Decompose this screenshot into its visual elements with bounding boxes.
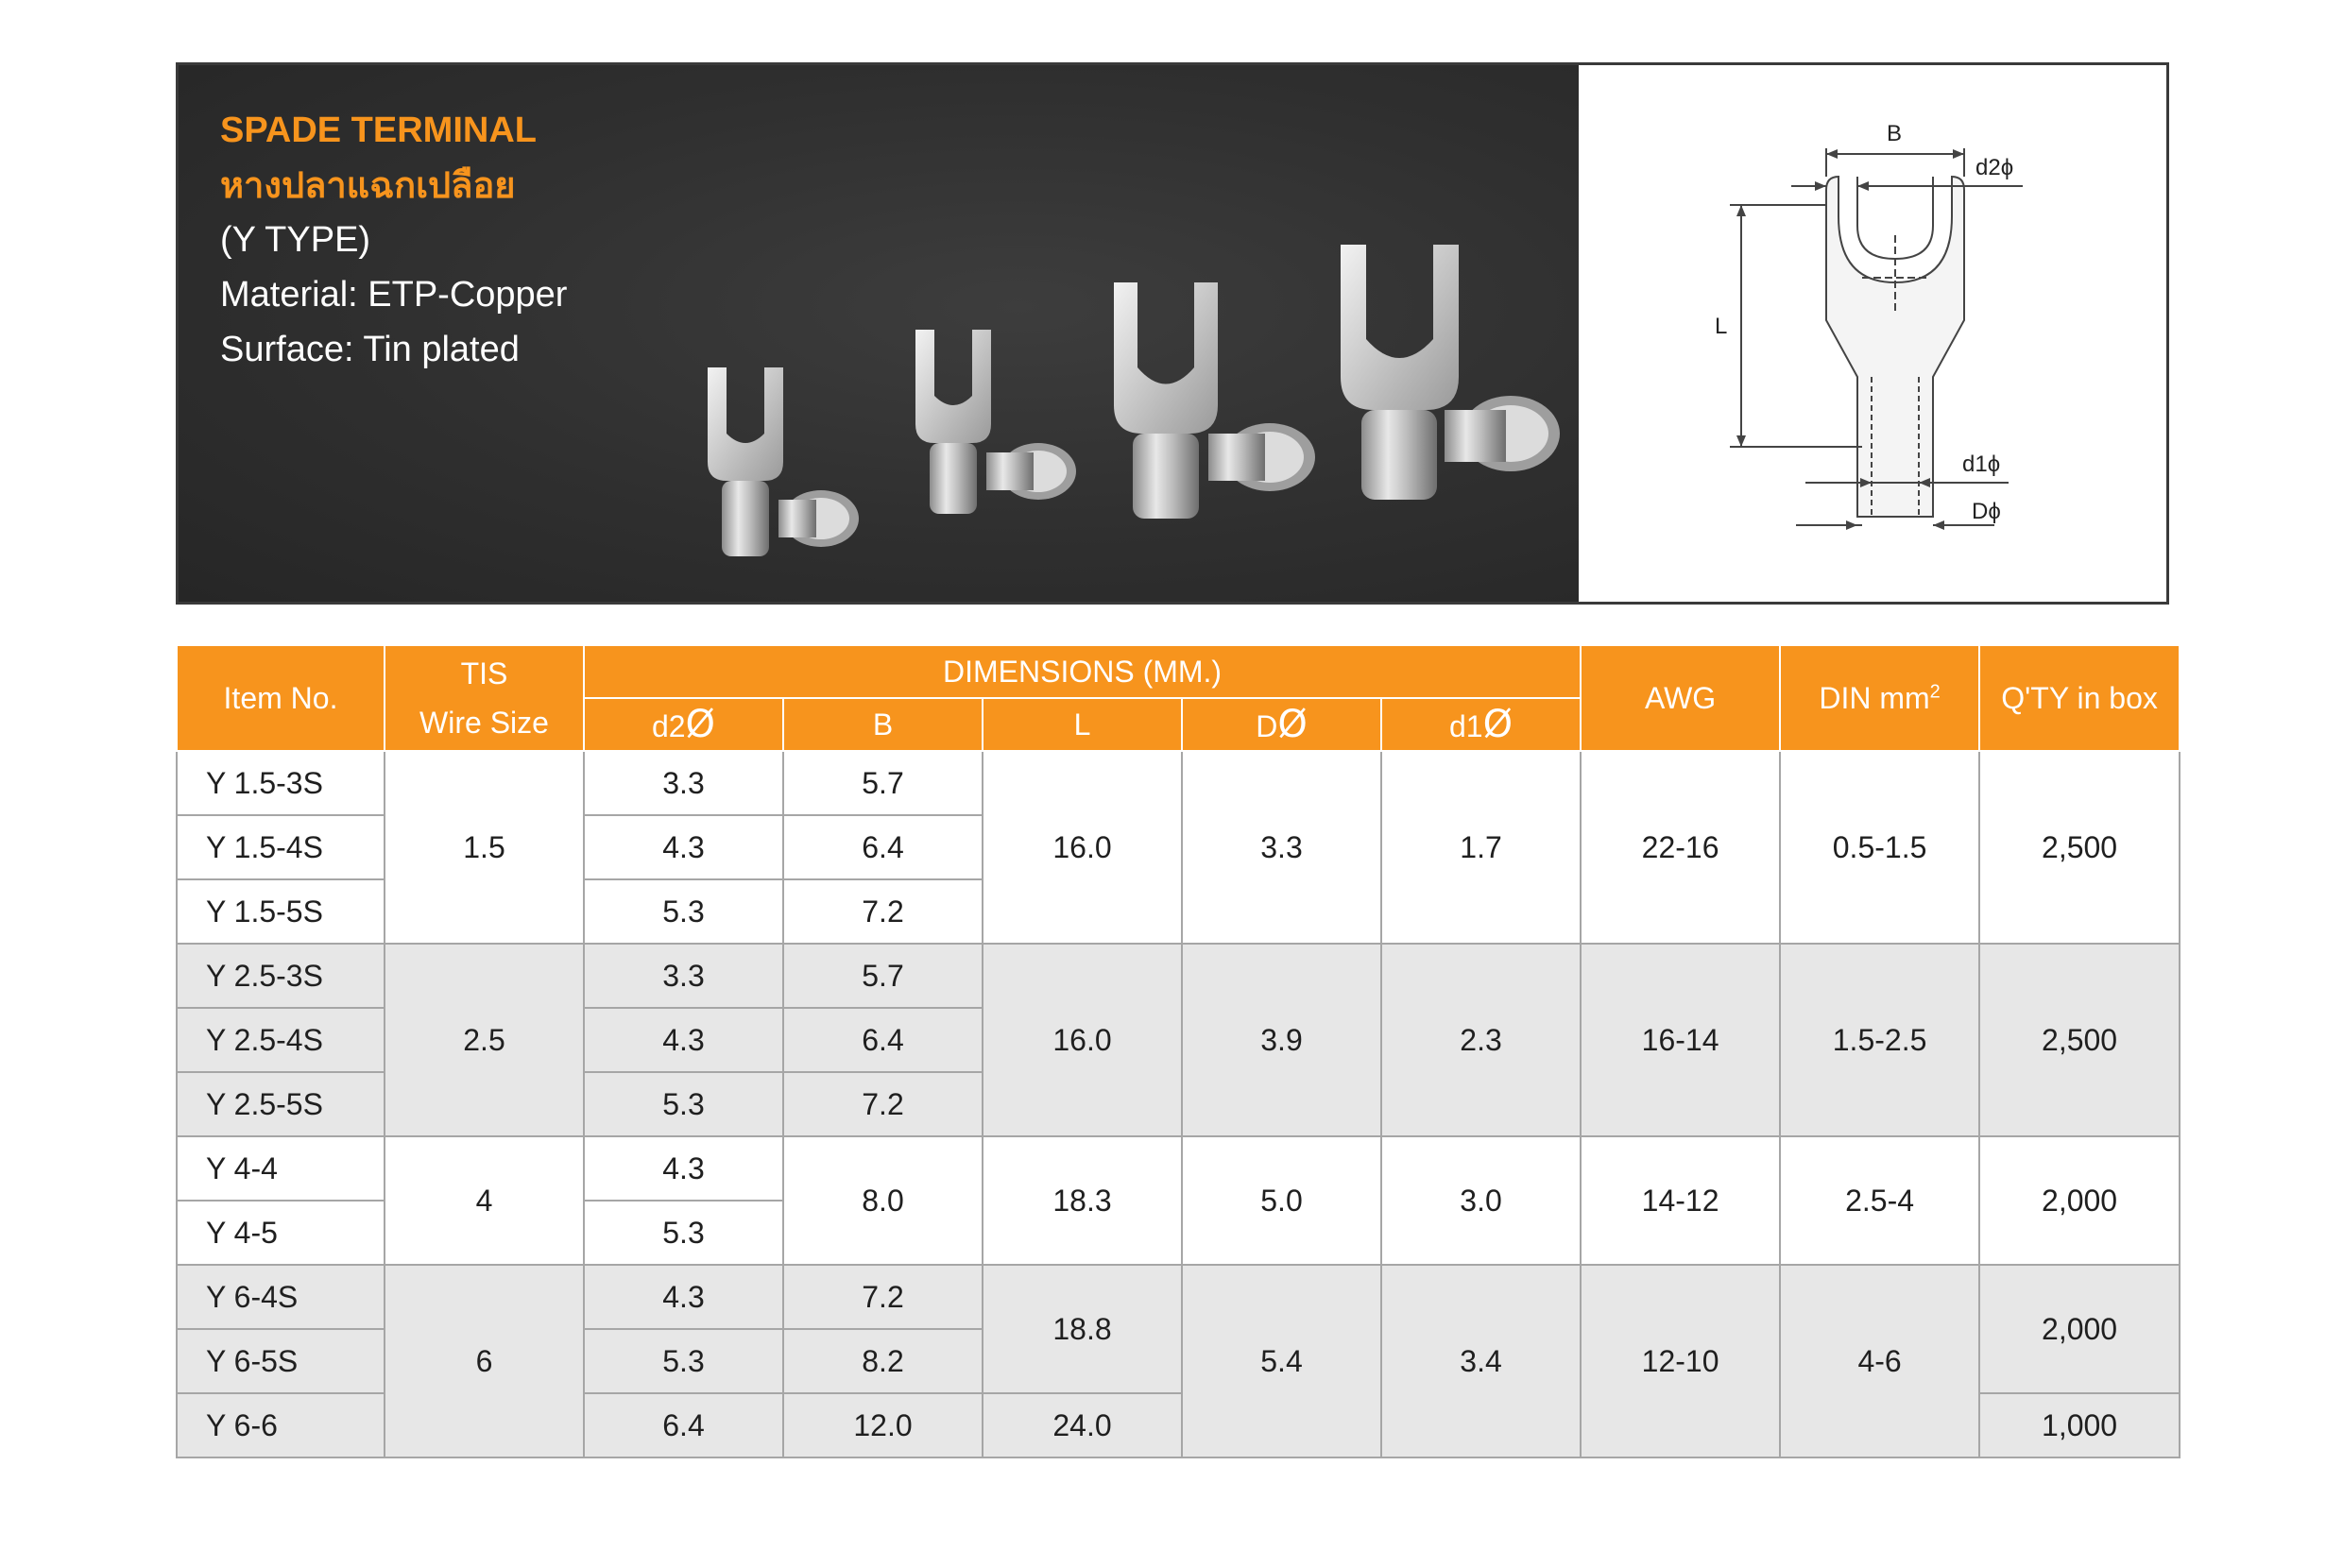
header-d1 bbox=[1381, 698, 1581, 751]
din-value: 0.5-1.5 bbox=[1780, 751, 1979, 944]
D-value: 3.9 bbox=[1182, 944, 1381, 1136]
d2-value: 5.3 bbox=[584, 879, 783, 944]
diagram-label-d1: d1ϕ bbox=[1962, 452, 2001, 477]
header-qty: Q'TY in box bbox=[1979, 645, 2180, 751]
header-tis-line2: Wire Size bbox=[419, 706, 549, 740]
header-awg: AWG bbox=[1581, 645, 1780, 751]
specification-table-wrap bbox=[176, 644, 2169, 1458]
header-din-label: DIN mm bbox=[1819, 680, 1930, 715]
header-d2-label: d2 bbox=[651, 709, 686, 743]
qty-value: 2,500 bbox=[1979, 751, 2180, 944]
spade-terminal-drawing bbox=[1579, 65, 2166, 602]
l-value: 18.8 bbox=[983, 1265, 1182, 1393]
tis-wire-size: 2.5 bbox=[385, 944, 584, 1136]
b-value: 5.7 bbox=[783, 751, 983, 815]
product-title-thai: หางปลาแฉกเปลือย bbox=[220, 164, 516, 206]
D-value: 5.4 bbox=[1182, 1265, 1381, 1457]
product-title: SPADE TERMINAL bbox=[220, 111, 537, 150]
din-value: 1.5-2.5 bbox=[1780, 944, 1979, 1136]
diagram-label-b: B bbox=[1887, 121, 1903, 146]
l-value: 24.0 bbox=[983, 1393, 1182, 1457]
d2-value: 4.3 bbox=[584, 815, 783, 879]
tis-wire-size: 6 bbox=[385, 1265, 584, 1457]
header-tis-line1: TIS bbox=[460, 656, 508, 690]
item-no: Y 6-5S bbox=[177, 1329, 385, 1393]
l-value: 16.0 bbox=[983, 944, 1182, 1136]
item-no: Y 2.5-3S bbox=[177, 944, 385, 1008]
diagram-label-D: Dϕ bbox=[1972, 499, 2001, 524]
table-row bbox=[177, 944, 2180, 1008]
item-no: Y 1.5-4S bbox=[177, 815, 385, 879]
d2-value: 4.3 bbox=[584, 1136, 783, 1201]
din-value: 2.5-4 bbox=[1780, 1136, 1979, 1265]
terminal-photo-4 bbox=[1341, 245, 1560, 500]
header-D bbox=[1182, 698, 1381, 751]
D-value: 5.0 bbox=[1182, 1136, 1381, 1265]
d1-value: 1.7 bbox=[1381, 751, 1581, 944]
item-no: Y 6-4S bbox=[177, 1265, 385, 1329]
header-d1-label: d1 bbox=[1448, 709, 1483, 743]
b-value: 7.2 bbox=[783, 1072, 983, 1136]
header-dimensions: DIMENSIONS (MM.) bbox=[584, 645, 1581, 698]
table-row bbox=[177, 751, 2180, 815]
dimension-diagram bbox=[1579, 65, 2166, 602]
awg-value: 12-10 bbox=[1581, 1265, 1780, 1457]
qty-value: 2,000 bbox=[1979, 1136, 2180, 1265]
header-b: B bbox=[783, 698, 983, 751]
terminal-photo-3 bbox=[1114, 282, 1315, 519]
b-value: 5.7 bbox=[783, 944, 983, 1008]
d2-value: 5.3 bbox=[584, 1072, 783, 1136]
item-no: Y 6-6 bbox=[177, 1393, 385, 1457]
terminal-photo-2 bbox=[915, 330, 1076, 514]
item-no: Y 2.5-4S bbox=[177, 1008, 385, 1072]
table-row bbox=[177, 1265, 2180, 1329]
header-item-no: Item No. bbox=[177, 645, 385, 751]
spade-terminal-photos bbox=[689, 197, 1567, 575]
diagram-label-l: L bbox=[1715, 314, 1728, 339]
header-din bbox=[1780, 645, 1979, 751]
d2-value: 4.3 bbox=[584, 1265, 783, 1329]
b-value: 6.4 bbox=[783, 1008, 983, 1072]
awg-value: 16-14 bbox=[1581, 944, 1780, 1136]
header-row-1 bbox=[177, 645, 2180, 698]
d1-value: 3.0 bbox=[1381, 1136, 1581, 1265]
table-row bbox=[177, 1136, 2180, 1201]
diameter-symbol-d1: Ø bbox=[1482, 703, 1514, 746]
item-no: Y 1.5-3S bbox=[177, 751, 385, 815]
b-value: 7.2 bbox=[783, 879, 983, 944]
diameter-symbol-D: Ø bbox=[1277, 703, 1308, 746]
header-din-sup: 2 bbox=[1929, 680, 1941, 702]
header-d2 bbox=[584, 698, 783, 751]
diagram-label-d2: d2ϕ bbox=[1975, 155, 2014, 180]
tis-wire-size: 4 bbox=[385, 1136, 584, 1265]
d2-value: 4.3 bbox=[584, 1008, 783, 1072]
title-block bbox=[220, 103, 567, 377]
b-value: 7.2 bbox=[783, 1265, 983, 1329]
d1-value: 2.3 bbox=[1381, 944, 1581, 1136]
b-value: 8.0 bbox=[783, 1136, 983, 1265]
d2-value: 6.4 bbox=[584, 1393, 783, 1457]
D-value: 3.3 bbox=[1182, 751, 1381, 944]
din-value: 4-6 bbox=[1780, 1265, 1979, 1457]
d2-value: 5.3 bbox=[584, 1329, 783, 1393]
diameter-symbol-d2: Ø bbox=[685, 703, 716, 746]
specification-table bbox=[176, 644, 2181, 1458]
l-value: 16.0 bbox=[983, 751, 1182, 944]
terminal-photo-1 bbox=[708, 367, 859, 556]
header-l: L bbox=[983, 698, 1182, 751]
header-D-label: D bbox=[1256, 709, 1278, 743]
product-material: Material: ETP-Copper bbox=[220, 275, 568, 315]
product-photo-panel bbox=[179, 65, 1579, 602]
product-banner bbox=[176, 62, 2169, 605]
product-type: (Y TYPE) bbox=[220, 220, 371, 260]
header-tis bbox=[385, 645, 584, 751]
d2-value: 5.3 bbox=[584, 1201, 783, 1265]
b-value: 6.4 bbox=[783, 815, 983, 879]
d1-value: 3.4 bbox=[1381, 1265, 1581, 1457]
awg-value: 22-16 bbox=[1581, 751, 1780, 944]
qty-value: 2,500 bbox=[1979, 944, 2180, 1136]
d2-value: 3.3 bbox=[584, 944, 783, 1008]
qty-value: 2,000 bbox=[1979, 1265, 2180, 1393]
item-no: Y 4-5 bbox=[177, 1201, 385, 1265]
item-no: Y 1.5-5S bbox=[177, 879, 385, 944]
awg-value: 14-12 bbox=[1581, 1136, 1780, 1265]
b-value: 12.0 bbox=[783, 1393, 983, 1457]
d2-value: 3.3 bbox=[584, 751, 783, 815]
qty-value: 1,000 bbox=[1979, 1393, 2180, 1457]
item-no: Y 4-4 bbox=[177, 1136, 385, 1201]
item-no: Y 2.5-5S bbox=[177, 1072, 385, 1136]
l-value: 18.3 bbox=[983, 1136, 1182, 1265]
product-surface: Surface: Tin plated bbox=[220, 330, 520, 369]
tis-wire-size: 1.5 bbox=[385, 751, 584, 944]
b-value: 8.2 bbox=[783, 1329, 983, 1393]
